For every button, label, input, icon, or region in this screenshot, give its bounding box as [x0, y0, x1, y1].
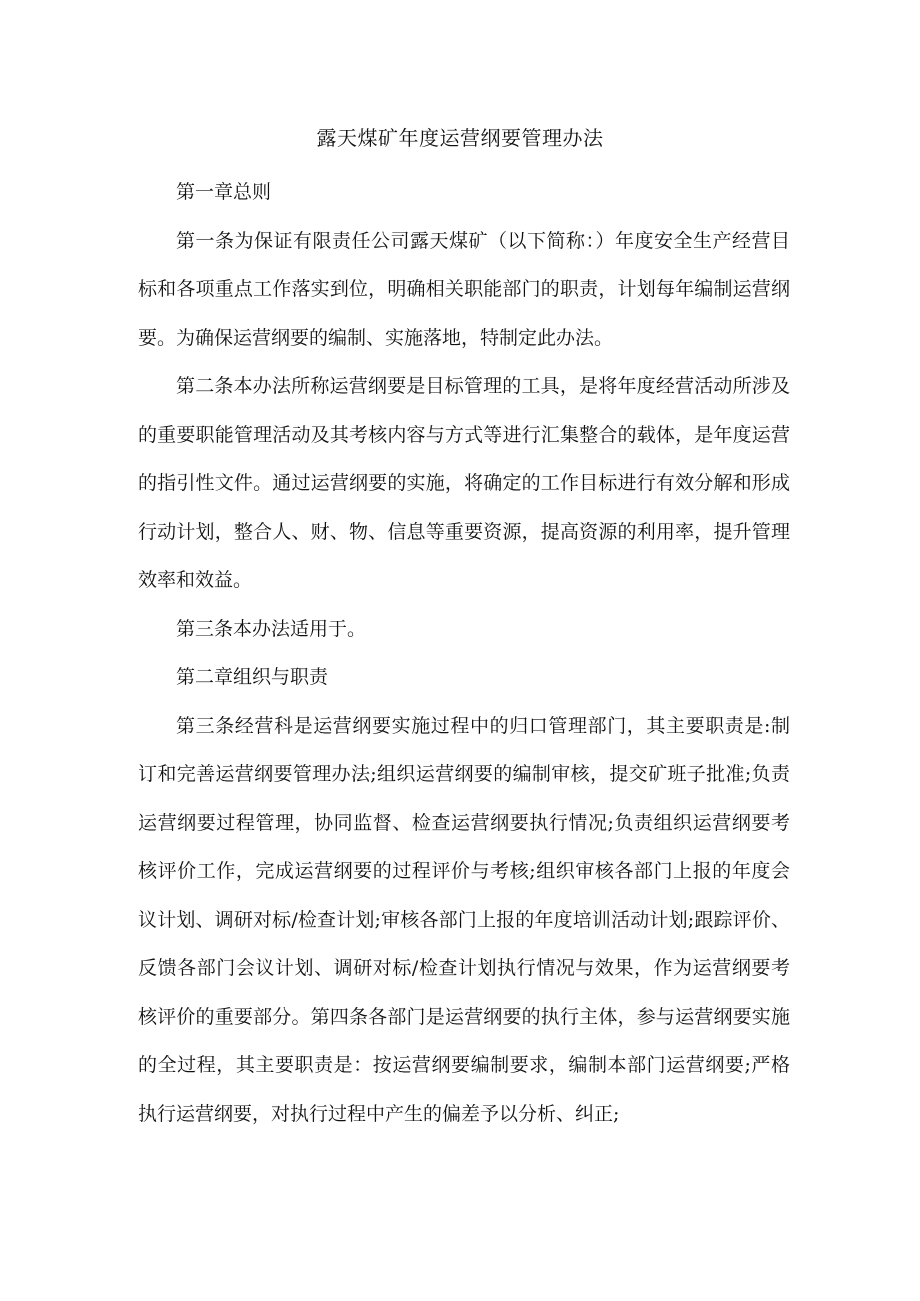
- document-body: [138, 168, 790, 1138]
- chapter-heading: 第二章组织与职责: [176, 666, 329, 688]
- paragraph: 第三条经营科是运营纲要实施过程中的归口管理部门，其主要职责是:制订和完善运营纲要管理办法;组织运营纲要的编制审核，提交矿班子批准;负责运营纲要过程管理，协同监督、检查运营纲要执行情况;负责组织运营纲要考核评价工作，完成运营纲要的过程评价与考核;组织审核各部门上报的年度会议计划、调研对标/检查计划;审核各部门上报的年度培训活动计划;跟踪评价、反馈各部门会议计划、调研对标/检查计划执行情况与效果，作为运营纲要考核评价的重要部分。第四条各部门是运营纲要的执行主体，参与运营纲要实施的全过程，其主要职责是：按运营纲要编制要求，编制本部门运营纲要;严格执行运营纲要，对执行过程中产生的偏差予以分析、纠正;: [138, 714, 790, 1125]
- paragraph: 第一条为保证有限责任公司露天煤矿（以下简称：）年度安全生产经营目标和各项重点工作落实到位，明确相关职能部门的职责，计划每年编制运营纲要。为确保运营纲要的编制、实施落地，特制定此办法。: [138, 229, 790, 349]
- chapter-heading: 第一章总则: [176, 181, 272, 203]
- paragraph: 第三条本办法适用于。: [176, 617, 367, 640]
- document-title: 露天煤矿年度运营纲要管理办法: [316, 126, 604, 150]
- paragraph: 第二条本办法所称运营纲要是目标管理的工具，是将年度经营活动所涉及的重要职能管理活动及其考核内容与方式等进行汇集整合的载体，是年度运营的指引性文件。通过运营纲要的实施，将确定的工作目标进行有效分解和形成行动计划，整合人、财、物、信息等重要资源，提高资源的利用率，提升管理效率和效益。: [138, 375, 790, 591]
